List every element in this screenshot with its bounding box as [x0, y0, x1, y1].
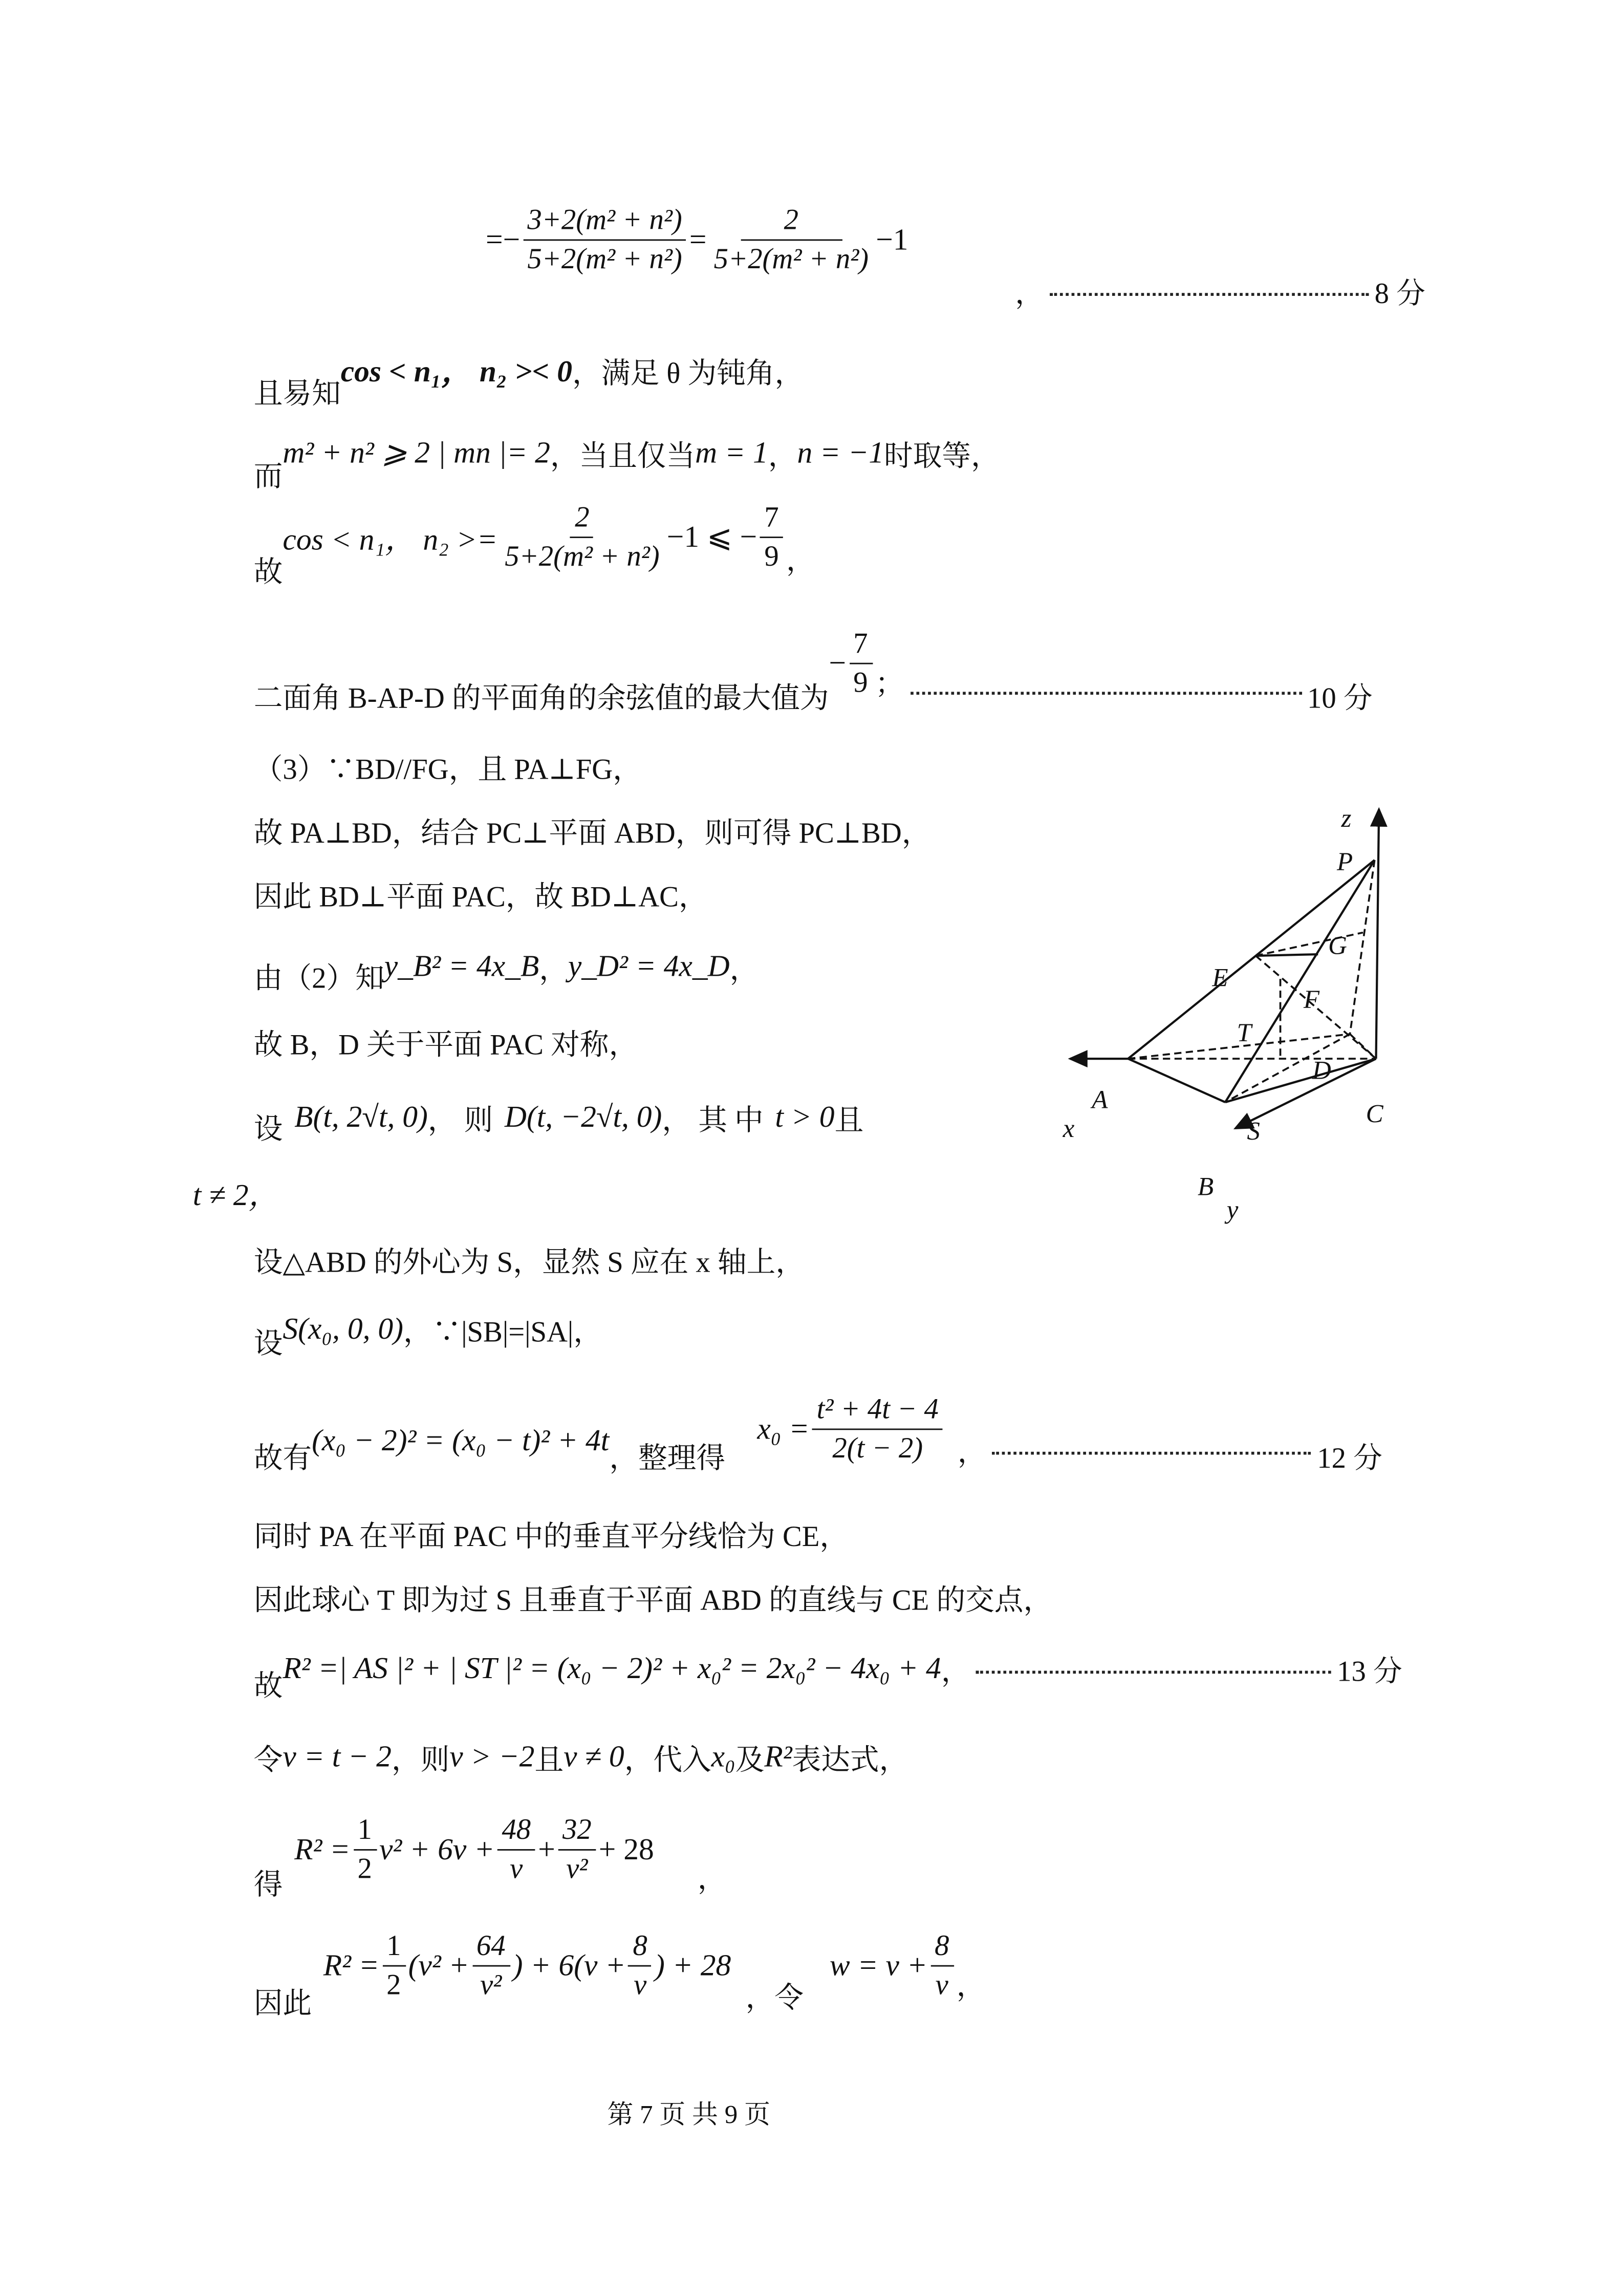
- text: 表达式，: [792, 1745, 908, 1777]
- text: ，令: [745, 1982, 804, 2015]
- denominator: 2(t − 2): [832, 1433, 923, 1465]
- denominator: 2: [357, 1853, 372, 1885]
- text: ，满足 θ 为钝角，: [572, 357, 804, 390]
- math: y_D² = 4x_D: [568, 948, 730, 983]
- denominator: 2: [386, 1969, 401, 2002]
- numerator: 48: [497, 1813, 535, 1851]
- math: m² + n² ⩾ 2 | mn |= 2: [283, 435, 550, 470]
- text: ，: [956, 1971, 986, 2003]
- label-z: z: [1341, 804, 1352, 833]
- math: cos < n₁， n₂ >=: [283, 521, 498, 556]
- label-x: x: [1063, 1114, 1075, 1144]
- text: −: [829, 645, 847, 680]
- text: 设: [253, 1113, 283, 1146]
- text: 故: [253, 1670, 283, 1703]
- math: t > 0: [775, 1099, 835, 1134]
- label-G: G: [1328, 932, 1347, 961]
- text: 且: [534, 1745, 564, 1777]
- numerator: 8: [629, 1929, 652, 1967]
- text: 而: [253, 461, 283, 493]
- label-B: B: [1198, 1172, 1214, 1201]
- edge-PD: [1350, 860, 1375, 1034]
- label-E: E: [1212, 963, 1228, 993]
- text: 及: [735, 1745, 765, 1777]
- label-D: D: [1312, 1056, 1331, 1085]
- math: cos < n₁， n₂ >< 0: [340, 354, 573, 389]
- text: ，: [1015, 278, 1044, 311]
- text-line-17: 因此球心 T 即为过 S 且垂直于平面 ABD 的直线与 CE 的交点，: [253, 1585, 1053, 1617]
- label-A: A: [1092, 1085, 1108, 1114]
- denominator: 5+2(m² + n²): [505, 541, 660, 573]
- denominator: v: [510, 1853, 523, 1885]
- numerator: 64: [472, 1929, 510, 1967]
- text: ，当且仅当: [550, 441, 696, 473]
- text: +: [538, 1832, 555, 1867]
- score-label: 12 分: [1317, 1443, 1382, 1475]
- numerator: 7: [760, 500, 783, 538]
- text: −1 ⩽ −: [666, 519, 757, 554]
- math: (v² +: [408, 1947, 469, 1983]
- math: x₀ =: [757, 1411, 810, 1446]
- denominator: 9: [764, 541, 779, 573]
- math: v² + 6v +: [379, 1832, 495, 1867]
- numerator: 7: [849, 627, 872, 664]
- math: m = 1: [695, 435, 768, 470]
- numerator: 1: [353, 1813, 376, 1851]
- math: + 28: [598, 1832, 654, 1867]
- text: ，∵|SB|=|SA|，: [403, 1317, 602, 1349]
- page-footer: 第 7 页 共 9 页: [607, 2100, 771, 2129]
- math: x₀: [711, 1739, 735, 1774]
- score-label: 13 分: [1337, 1656, 1402, 1688]
- text: ，: [697, 1863, 727, 1896]
- math: n = −1: [797, 435, 884, 470]
- numerator: 2: [571, 500, 594, 538]
- numerator: 3+2(m² + n²): [523, 203, 686, 241]
- edge-AB: [1128, 1059, 1225, 1102]
- text-line-13: 设△ABD 的外心为 S，显然 S 应在 x 轴上，: [253, 1247, 805, 1279]
- text: 因此: [253, 1988, 312, 2021]
- score-label: 8 分: [1374, 278, 1425, 311]
- denominator: 5+2(m² + n²): [713, 243, 869, 276]
- text: =−: [486, 222, 521, 257]
- text-line-7: 故 PA⊥BD，结合 PC⊥平面 ABD，则可得 PC⊥BD，: [253, 818, 931, 850]
- text: 得: [253, 1869, 283, 1902]
- label-F: F: [1303, 985, 1320, 1014]
- text: ，: [786, 545, 815, 577]
- text: =: [689, 222, 707, 257]
- text: ， 则: [427, 1105, 493, 1138]
- text: 时取等，: [883, 441, 1000, 473]
- text-line-6: （3）∵BD//FG，且 PA⊥FG，: [253, 754, 642, 786]
- math: D(t, −2√t, 0): [504, 1099, 662, 1134]
- text: −1: [876, 222, 908, 257]
- text: ，则: [391, 1745, 450, 1777]
- math: S(x₀, 0, 0): [283, 1311, 403, 1346]
- denominator: v: [634, 1969, 647, 2002]
- text: 二面角 B-AP-D 的平面角的余弦值的最大值为: [253, 683, 829, 715]
- numerator: t² + 4t − 4: [812, 1392, 943, 1430]
- text: 设: [253, 1328, 283, 1361]
- text: 且: [834, 1105, 864, 1138]
- math: v ≠ 0: [564, 1739, 624, 1774]
- math: y_B² = 4x_B: [384, 948, 539, 983]
- label-T: T: [1237, 1019, 1251, 1048]
- math: ) + 28: [655, 1947, 731, 1983]
- text-line-8: 因此 BD⊥平面 PAC，故 BD⊥AC，: [253, 882, 708, 914]
- numerator: 8: [930, 1929, 954, 1967]
- text: ，: [768, 441, 797, 473]
- label-P: P: [1337, 847, 1353, 876]
- z-axis: [1376, 809, 1379, 1059]
- text-line-16: 同时 PA 在平面 PAC 中的垂直平分线恰为 CE，: [253, 1521, 849, 1554]
- text: ；: [875, 669, 904, 701]
- text: 且易知: [253, 377, 341, 410]
- text: 由（2）知: [253, 963, 384, 995]
- label-y: y: [1226, 1195, 1239, 1225]
- math: R² =: [323, 1947, 379, 1983]
- label-C: C: [1366, 1100, 1383, 1129]
- text: 令: [253, 1745, 283, 1777]
- text: ，: [957, 1437, 987, 1469]
- text: ，: [941, 1656, 970, 1688]
- text-line-12: t ≠ 2，: [192, 1177, 279, 1213]
- text-line-10: 故 B，D 关于平面 PAC 对称，: [253, 1029, 638, 1062]
- text: ， 其 中: [662, 1105, 764, 1138]
- numerator: 32: [558, 1813, 596, 1851]
- math: B(t, 2√t, 0): [294, 1099, 428, 1134]
- denominator: 9: [853, 667, 868, 699]
- math: R² =| AS |² + | ST |² = (x₀ − 2)² + x₀² = 2x₀² − 4x₀ + 4: [283, 1650, 941, 1685]
- denominator: 5+2(m² + n²): [527, 243, 682, 276]
- math: v = t − 2: [283, 1739, 392, 1774]
- numerator: 1: [382, 1929, 405, 1967]
- denominator: v²: [566, 1853, 588, 1885]
- text: ，: [729, 954, 759, 986]
- text: 故有: [253, 1443, 312, 1475]
- edge-EF: [1255, 954, 1318, 956]
- math: v > −2: [449, 1739, 535, 1774]
- math: ) + 6(v +: [512, 1947, 626, 1983]
- text: 故: [253, 556, 283, 589]
- math: w = v +: [829, 1947, 927, 1983]
- text: ，: [539, 954, 568, 986]
- math: R² =: [294, 1832, 351, 1867]
- denominator: v: [935, 1969, 948, 2002]
- math: (x₀ − 2)² = (x₀ − t)² + 4t: [312, 1423, 610, 1458]
- numerator: 2: [741, 203, 842, 241]
- label-S: S: [1247, 1117, 1260, 1146]
- score-label: 10 分: [1307, 683, 1373, 715]
- math: R²: [764, 1739, 792, 1774]
- text: ，代入: [624, 1745, 711, 1777]
- denominator: v²: [480, 1969, 502, 2002]
- text: ，整理得: [609, 1443, 725, 1475]
